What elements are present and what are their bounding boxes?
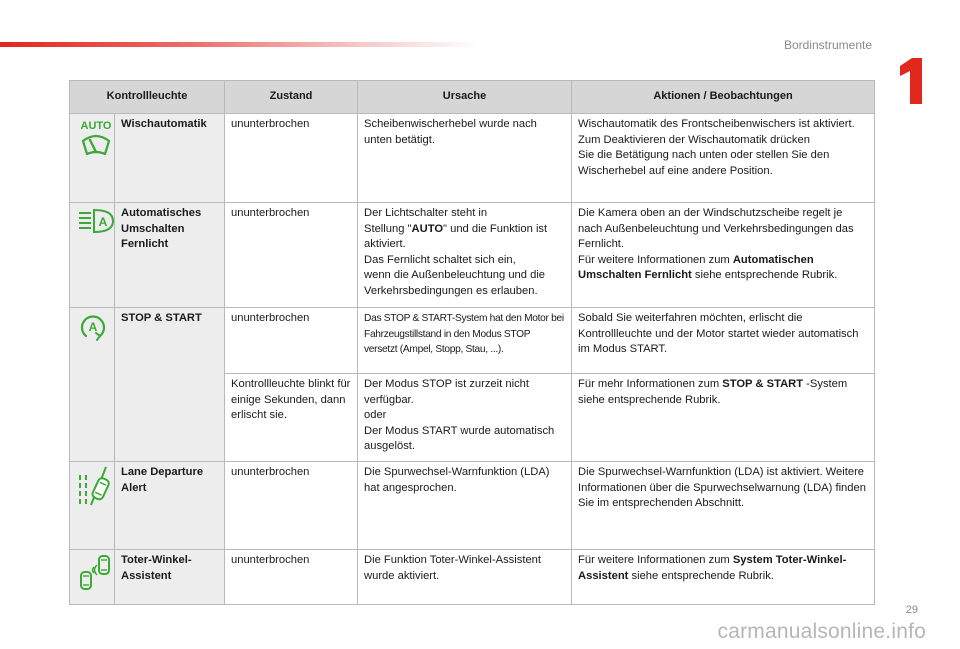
section-title: Bordinstrumente (783, 38, 872, 52)
state-cell: ununterbrochen (225, 114, 358, 203)
cause-text: oder (364, 409, 387, 422)
column-header: Aktionen / Beobachtungen (572, 81, 875, 114)
state-cell: ununterbrochen (225, 461, 358, 549)
action-text: Wischautomatik des Frontscheibenwischers ist aktiviert. (578, 118, 855, 130)
table-row (70, 549, 875, 604)
state-cell: Kontrollleuchte blinkt für einige Sekunden, dann erlischt sie. (225, 374, 358, 462)
action-cell (572, 114, 875, 203)
action-text: Zum Deaktivieren der Wischautomatik drücken (578, 133, 810, 146)
blind-spot-icon (76, 553, 112, 591)
svg-text:A: A (88, 320, 98, 334)
table-row (70, 114, 875, 203)
warning-lamps-table (69, 80, 875, 605)
icon-cell (70, 308, 115, 462)
function-name: Toter-Winkel-Assistent (115, 549, 225, 604)
action-cell: Die Spurwechsel-Warnfunktion (LDA) ist aktiviert. Weitere Informationen über die Spurwechselwarnung (LDA) finden Sie im entsprechenden Abschnitt. (572, 461, 875, 549)
lane-departure-icon (76, 465, 112, 507)
cause-cell (358, 374, 572, 462)
cause-text: wenn die Außenbeleuchtung und die Verkehrsbedingungen es erlauben. (364, 269, 546, 297)
function-name: Lane Departure Alert (115, 461, 225, 549)
state-cell: ununterbrochen (225, 549, 358, 604)
page-number: 29 (905, 604, 918, 616)
state-cell: ununterbrochen (225, 203, 358, 308)
watermark: carmanualsonline.info (717, 620, 926, 643)
cause-cell (358, 203, 572, 308)
action-cell (572, 203, 875, 308)
action-cell: Sobald Sie weiterfahren möchten, erlischt die Kontrollleuchte und der Motor startet wieder automatisch im Modus START. (572, 308, 875, 374)
action-text: Sie die Betätigung nach unten oder stellen Sie den Wischerhebel auf eine andere Position. (578, 149, 830, 177)
table-row (70, 308, 875, 374)
column-header: Zustand (225, 81, 358, 114)
header-accent-bar (0, 42, 480, 47)
cause-text: Der Modus START wurde automatisch ausgelöst. (364, 424, 555, 453)
table-header-row (70, 81, 875, 114)
cause-text: Der Modus STOP ist zurzeit nicht verfügbar. (364, 378, 529, 406)
cause-text: Das Fernlicht schaltet sich ein, (364, 253, 516, 266)
function-name: Automatisches Umschalten Fernlicht (115, 203, 225, 308)
svg-text:A: A (98, 215, 108, 229)
action-text: Die Kamera oben an der Windschutzscheibe regelt je nach Außenbeleuchtung und Verkehrsbedingungen das Fernlicht. (578, 207, 854, 251)
state-cell: ununterbrochen (225, 308, 358, 374)
table-row (70, 461, 875, 549)
cause-cell: Scheibenwischerhebel wurde nach unten betätigt. (358, 114, 572, 203)
cause-cell: Das STOP & START-System hat den Motor bei Fahrzeugstillstand in den Modus STOP versetzt (Ampel, Stopp, Stau, ...). (358, 308, 572, 374)
stop-start-icon (76, 311, 110, 341)
auto-wiper-icon (76, 117, 116, 161)
cause-text: Stellung "AUTO" und die Funktion ist aktiviert. (364, 222, 548, 251)
icon-cell (70, 203, 115, 308)
cause-cell: Die Funktion Toter-Winkel-Assistent wurde aktiviert. (358, 549, 572, 604)
icon-cell (70, 114, 115, 203)
column-header: Ursache (358, 81, 572, 114)
function-name: Wischautomatik (115, 114, 225, 203)
icon-cell (70, 461, 115, 549)
icon-cell (70, 549, 115, 604)
auto-wiper-icon-label: AUTO (80, 120, 112, 132)
cause-text: Der Lichtschalter steht in (364, 207, 488, 219)
action-cell: Für weitere Informationen zum System Toter-Winkel-Assistent siehe entsprechende Rubrik. (572, 549, 875, 604)
table-row (70, 203, 875, 308)
chapter-number-glyph (896, 58, 924, 104)
column-header: Kontrollleuchte (70, 81, 225, 114)
function-name: STOP & START (115, 308, 225, 462)
auto-high-beam-icon (76, 206, 116, 236)
action-text: Für weitere Informationen zum Automatischen Umschalten Fernlicht siehe entsprechende Rubrik. (578, 253, 838, 282)
cause-cell: Die Spurwechsel-Warnfunktion (LDA) hat angesprochen. (358, 461, 572, 549)
action-cell: Für mehr Informationen zum STOP & START -System siehe entsprechende Rubrik. (572, 374, 875, 462)
